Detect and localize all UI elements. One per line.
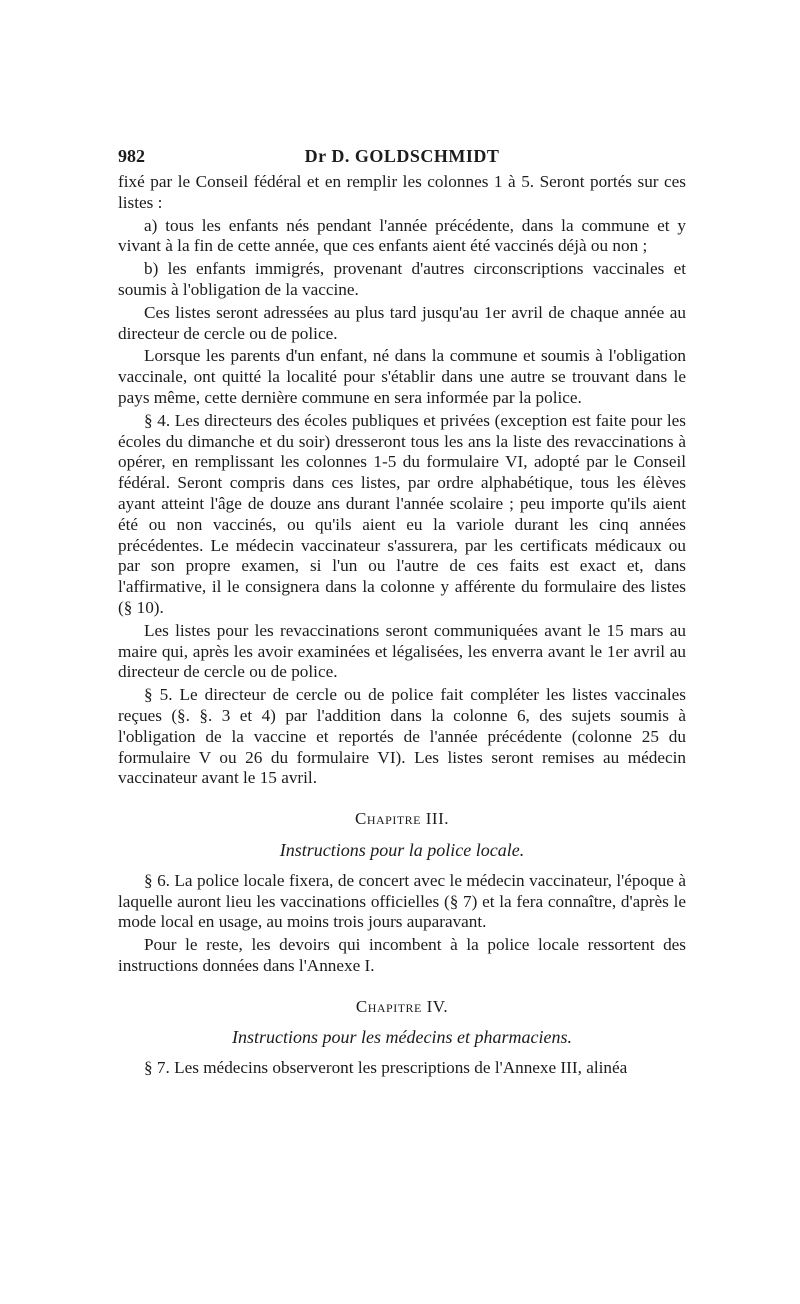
page (118, 146, 686, 1081)
page-number: 982 (118, 146, 145, 166)
paragraph: Lorsque les parents d'un enfant, né dans la commune et soumis à l'obligation vaccinale, ont quitté la localité pour s'établir dans une autre se trouvant dans le pays même, cette dernière commune en sera informée par la police. (118, 346, 686, 407)
chapter-heading: Chapitre III. (355, 809, 449, 829)
chapter-subtitle: Instructions pour les médecins et pharmaciens. (232, 1027, 572, 1048)
paragraph: Ces listes seront adressées au plus tard jusqu'au 1er avril de chaque année au directeur de cercle ou de police. (118, 302, 686, 343)
paragraph: § 5. Le directeur de cercle ou de police fait compléter les listes vaccinales reçues (§. §. 3 et 4) par l'addition dans la colonne 6, des sujets soumis à l'obligation de la vaccine et reportés de l'année précédente (colonne 25 du formulaire V ou 26 du formulaire VI). Les listes seront remises au médecin vaccinateur avant le 15 avril. (118, 685, 686, 788)
paragraph: fixé par le Conseil fédéral et en remplir les colonnes 1 à 5. Seront portés sur ces listes : (118, 172, 686, 212)
paragraph: § 4. Les directeurs des écoles publiques et privées (exception est faite pour les écoles du dimanche et du soir) dresseront tous les ans la liste des revaccinations à opérer, en remplissant les colonnes 1-5 du formulaire VI, adopté par le Conseil fédéral. Seront compris dans ces listes, par ordre alphabétique, tous les élèves ayant atteint l'âge de douze ans durant l'année scolaire ; peu importe qu'ils aient été ou non vaccinés, ou qu'ils aient eu la variole durant les cinq années précédentes. Le médecin vaccinateur s'assurera, par les certificats médicaux ou par son propre examen, si l'un ou l'autre de ces faits est exact et, dans l'affirmative, il le consignera dans la colonne y afférente du formulaire des listes (§ 10). (118, 410, 686, 617)
paragraph: § 6. La police locale fixera, de concert avec le médecin vaccinateur, l'époque à laquelle auront lieu les vaccinations officielles (§ 7) et la fera connaître, d'après le mode local en usage, au moins trois jours auparavant. (118, 870, 686, 932)
chapter-heading: Chapitre IV. (355, 996, 449, 1016)
running-head: Dr D. GOLDSCHMIDT (304, 146, 500, 166)
paragraph: § 7. Les médecins observeront les prescriptions de l'Annexe III, alinéa (144, 1058, 628, 1078)
paragraph: a) tous les enfants nés pendant l'année précédente, dans la commune et y vivant à la fin de cette année, que ces enfants aient été vaccinés déjà ou non ; (118, 215, 686, 256)
paragraph: Les listes pour les revaccinations seront communiquées avant le 15 mars au maire qui, après les avoir examinées et légalisées, les enverra avant le 1er avril au directeur de cercle ou de police. (118, 620, 686, 682)
page-header (118, 146, 686, 172)
body-text (118, 172, 686, 1079)
paragraph: b) les enfants immigrés, provenant d'autres circonscriptions vaccinales et soumis à l'obligation de la vaccine. (118, 259, 686, 299)
chapter-subtitle: Instructions pour la police locale. (279, 839, 525, 860)
paragraph: Pour le reste, les devoirs qui incombent à la police locale ressortent des instructions données dans l'Annexe I. (118, 935, 686, 975)
